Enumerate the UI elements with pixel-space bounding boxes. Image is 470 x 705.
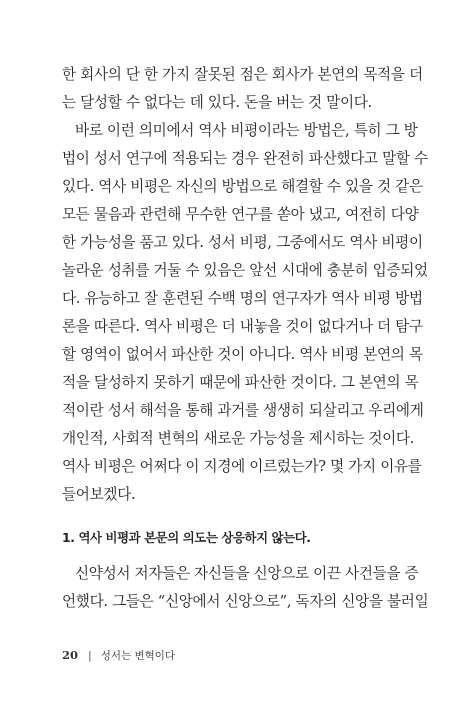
body-line: 적이란 성서 해석을 통해 과거를 생생히 되살리고 우리에게: [62, 402, 424, 419]
body-line: 놀라운 성취를 거둘 수 있음은 앞선 시대에 충분히 입증되었: [62, 262, 428, 279]
body-line: 바로 이런 의미에서 역사 비평이라는 방법은, 특히 그 방: [75, 122, 418, 139]
body-line: 개인적, 사회적 변혁의 새로운 가능성을 제시하는 것이다.: [62, 430, 415, 447]
body-line: 언했다. 그들은 “신앙에서 신앙으로”, 독자의 신앙을 불러일: [62, 593, 429, 610]
body-line: 있다. 역사 비평은 자신의 방법으로 해결할 수 있을 것 같은: [62, 178, 423, 195]
body-line: 모든 물음과 관련해 무수한 연구를 쏟아 냈고, 여전히 다양: [62, 206, 419, 223]
body-line: 법이 성서 연구에 적용되는 경우 완전히 파산했다고 말할 수: [62, 150, 428, 167]
body-line: 론을 따른다. 역사 비평은 더 내놓을 것이 없다거나 더 탐구: [62, 318, 423, 335]
body-line: 한 가능성을 품고 있다. 성서 비평, 그중에서도 역사 비평이: [62, 234, 423, 251]
footer-separator: |: [88, 649, 92, 662]
body-line: 한 회사의 단 한 가지 잘못된 점은 회사가 본연의 목적을 더: [62, 66, 423, 83]
body-line: 다. 유능하고 잘 훈련된 수백 명의 연구자가 역사 비평 방법: [62, 290, 423, 307]
body-line: 신약성서 저자들은 자신들을 신앙으로 이끈 사건들을 증: [75, 565, 419, 582]
page-footer: [62, 648, 175, 663]
section-heading: 1. 역사 비평과 본문의 의도는 상응하지 않는다.: [62, 530, 311, 545]
body-line: 들어보겠다.: [62, 486, 136, 503]
body-line: 역사 비평은 어쩌다 이 지경에 이르렀는가? 몇 가지 이유를: [62, 458, 422, 475]
body-line: 할 영역이 없어서 파산한 것이 아니다. 역사 비평 본연의 목: [62, 346, 423, 363]
body-line: 적을 달성하지 못하기 때문에 파산한 것이다. 그 본연의 목: [62, 374, 419, 391]
page-number: 20: [62, 648, 79, 662]
body-line: 는 달성할 수 없다는 데 있다. 돈을 버는 것 말이다.: [62, 94, 372, 111]
running-title: 성서는 변혁이다: [100, 650, 176, 662]
